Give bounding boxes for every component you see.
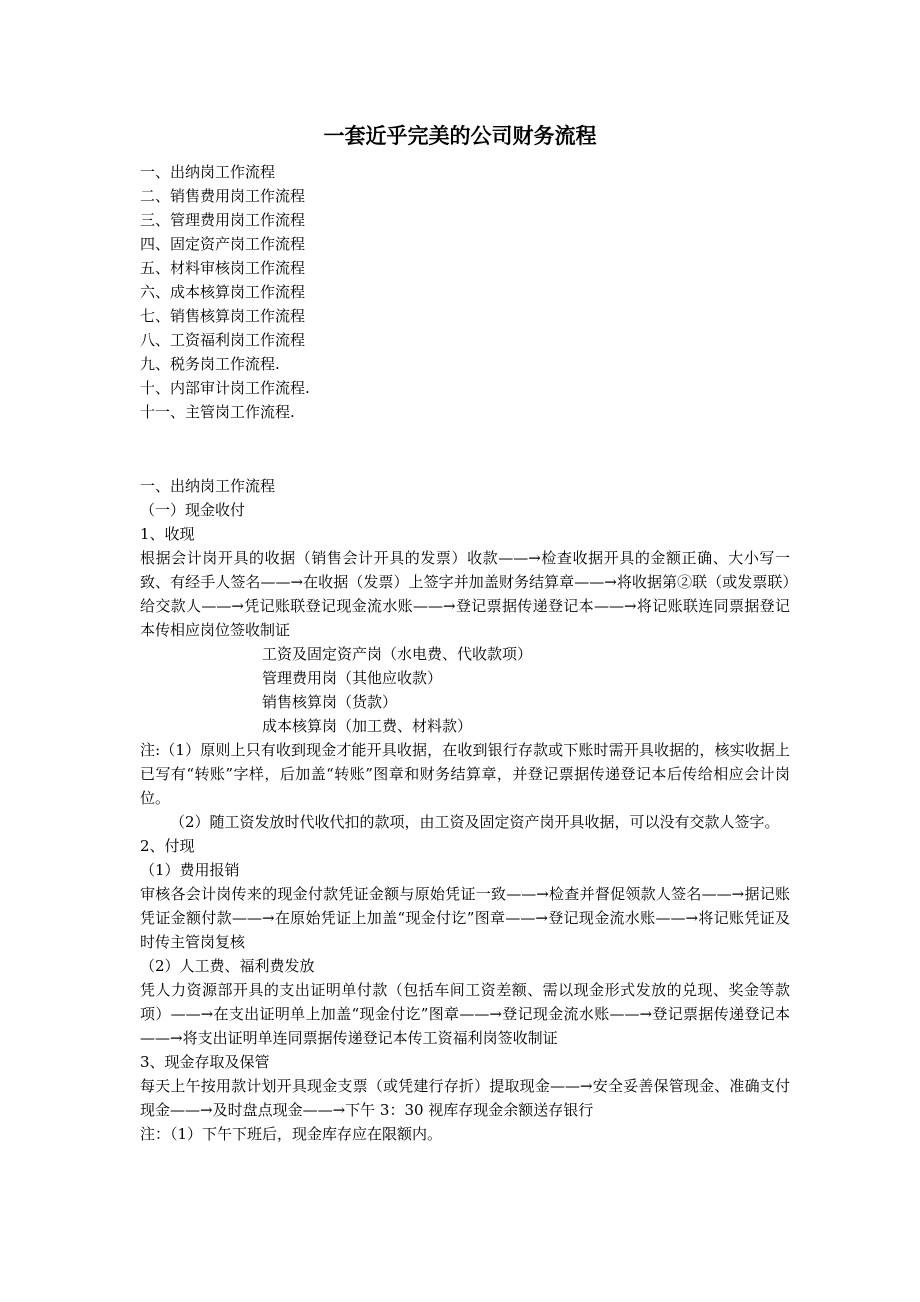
table-of-contents [140,160,310,424]
post-list-item: 销售核算岗（货款） [262,693,398,711]
subitem-heading: （1）费用报销 [140,861,240,879]
toc-item: 一、出纳岗工作流程 [140,163,276,181]
workflow-paragraph: 凭人力资源部开具的支出证明单付款（包括车间工资差额、需以现金形式发放的兑现、奖金等款项）——→在支出证明单上加盖“现金付讫”图章——→登记现金流水账——→登记票据传递登记本——→将支出证明单连同票据传递登记本传工资福利岗签收制证 [140,981,790,1047]
note-paragraph: 注：（1）下午下班后，现金库存应在限额内。 [140,1125,443,1143]
toc-item: 三、管理费用岗工作流程 [140,211,306,229]
post-list-item: 工资及固定资产岗（水电费、代收款项） [262,645,533,663]
toc-item: 十一、主管岗工作流程. [140,403,295,421]
toc-item: 四、固定资产岗工作流程 [140,235,306,253]
section-cashier-workflow [140,474,790,1146]
item-heading: 1、收现 [140,525,195,543]
toc-item: 十、内部审计岗工作流程. [140,379,310,397]
note-paragraph: （2）随工资发放时代收代扣的款项，由工资及固定资产岗开具收据，可以没有交款人签字。 [170,813,780,831]
post-list-item: 成本核算岗（加工费、材料款） [262,717,473,735]
toc-item: 八、工资福利岗工作流程 [140,331,306,349]
toc-item: 五、材料审核岗工作流程 [140,259,306,277]
note-paragraph: 注:（1）原则上只有收到现金才能开具收据，在收到银行存款或下账时需开具收据的，核实收据上已写有“转账”字样，后加盖“转账”图章和财务结算章，并登记票据传递登记本后传给相应会计岗位。 [140,741,790,807]
item-heading: 2、付现 [140,837,195,855]
subsection-heading: （一）现金收付 [140,501,246,519]
workflow-paragraph: 审核各会计岗传来的现金付款凭证金额与原始凭证一致——→检查并督促领款人签名——→据记账凭证金额付款——→在原始凭证上加盖“现金付讫”图章——→登记现金流水账——→将记账凭证及时传主管岗复核 [140,885,790,951]
workflow-paragraph: 每天上午按用款计划开具现金支票（或凭建行存折）提取现金——→安全妥善保管现金、准确支付现金——→及时盘点现金——→下午 3：30 视库存现金余额送存银行 [140,1077,790,1119]
toc-item: 六、成本核算岗工作流程 [140,283,306,301]
workflow-paragraph: 根据会计岗开具的收据（销售会计开具的发票）收款——→检查收据开具的金额正确、大小写一致、有经手人签名——→在收据（发票）上签字并加盖财务结算章——→将收据第②联（或发票联）给交款人——→凭记账联登记现金流水账——→登记票据传递登记本——→将记账联连同票据登记本传相应岗位签收制证 [140,549,790,639]
document-title: 一套近乎完美的公司财务流程 [323,123,597,148]
toc-item: 九、税务岗工作流程. [140,355,280,373]
section-heading: 一、出纳岗工作流程 [140,477,276,495]
post-list [140,642,790,738]
subitem-heading: （2）人工费、福利费发放 [140,957,315,975]
post-list-item: 管理费用岗（其他应收款） [262,669,443,687]
toc-item: 二、销售费用岗工作流程 [140,187,306,205]
toc-item: 七、销售核算岗工作流程 [140,307,306,325]
item-heading: 3、现金存取及保管 [140,1053,270,1071]
